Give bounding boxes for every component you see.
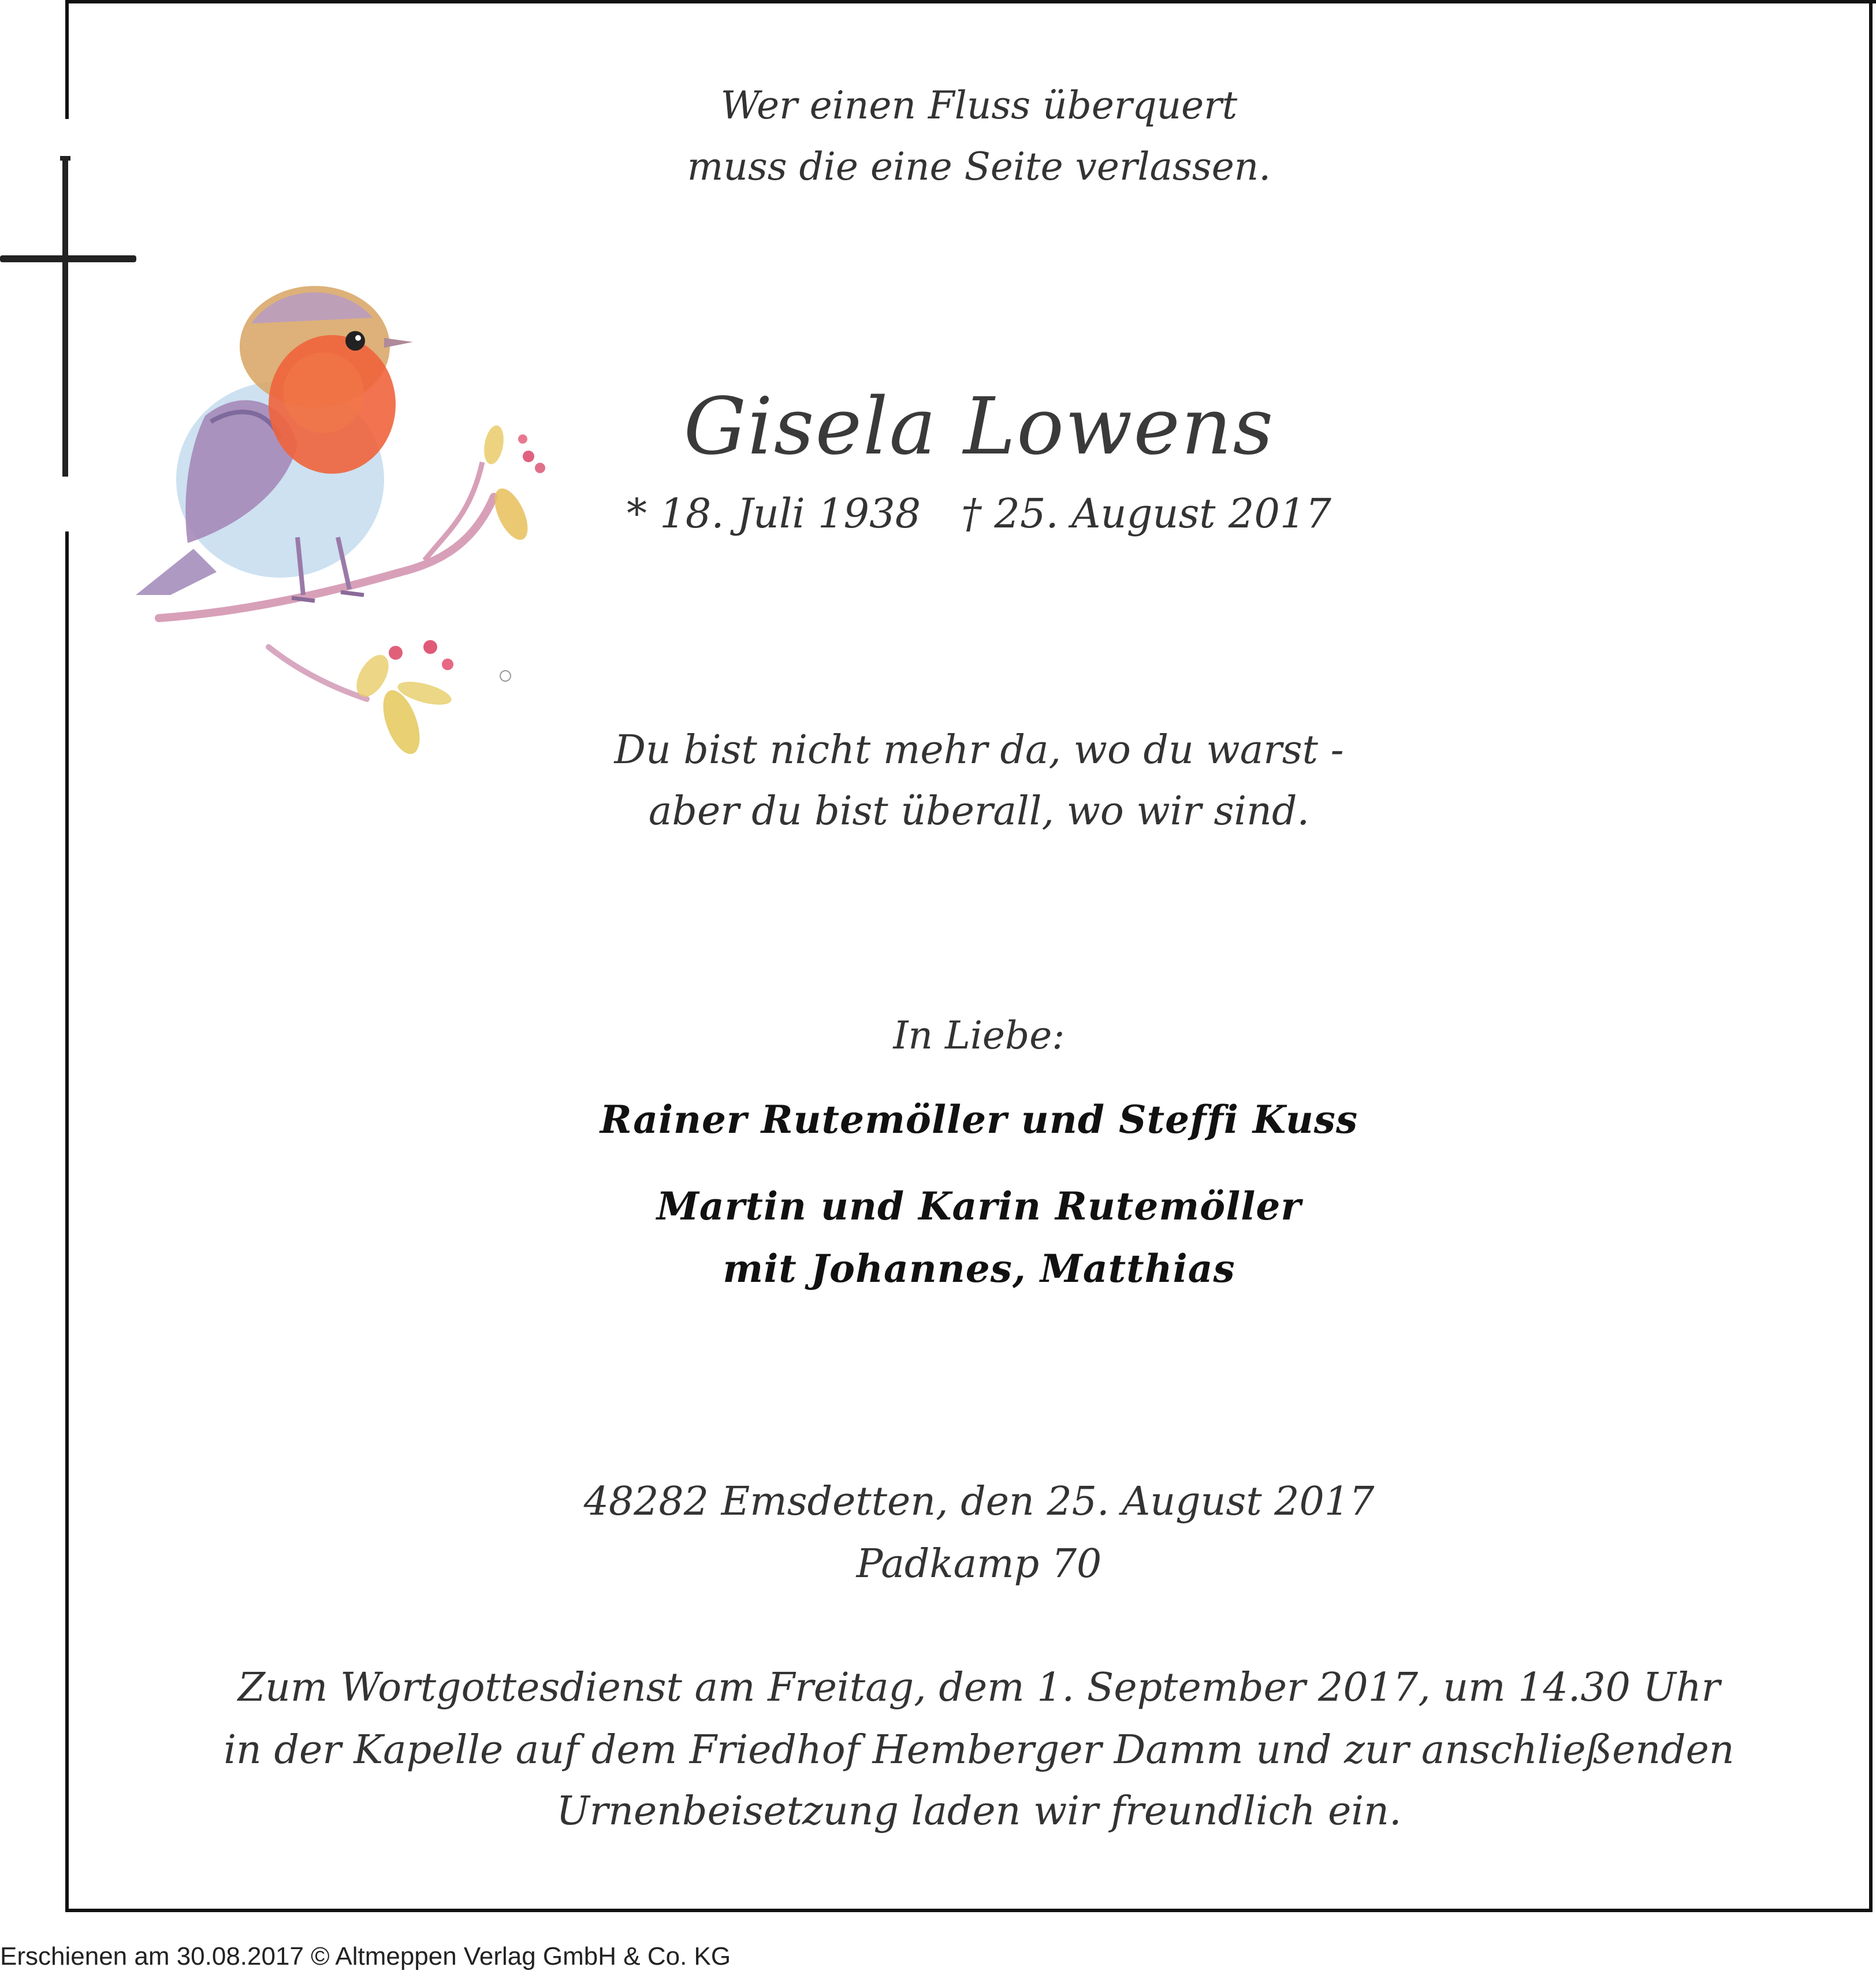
service-line-3: Urnenbeisetzung laden wir freundlich ein. (556, 1789, 1402, 1834)
frame-top (65, 0, 1876, 3)
address-line-1: 48282 Emsdetten, den 25. August 2017 (583, 1479, 1375, 1525)
mourner-group-2-line-2: mit Johannes, Matthias (723, 1246, 1235, 1291)
life-dates (0, 490, 1876, 537)
in-liebe-label: In Liebe: (893, 1013, 1065, 1058)
address-line-2: Padkamp 70 (856, 1541, 1102, 1587)
frame-bottom (65, 1909, 1873, 1912)
deceased-name: Gisela Lowens (683, 381, 1275, 473)
service-line-1: Zum Wortgottesdienst am Freitag, dem 1. September 2017, um 14.30 Uhr (237, 1665, 1721, 1711)
mourner-group-1: Rainer Rutemöller und Steffi Kuss (600, 1097, 1358, 1142)
birth-date: * 18. Juli 1938 (627, 490, 921, 537)
publication-footer: Erschienen am 30.08.2017 © Altmeppen Verlag GmbH & Co. KG (0, 1942, 731, 1970)
motto-line-1: Wer einen Fluss überquert (720, 83, 1238, 128)
death-date: † 25. August 2017 (961, 490, 1331, 537)
quote-line-2: aber du bist überall, wo wir sind. (648, 789, 1310, 834)
motto-line-2: muss die eine Seite verlassen. (687, 144, 1271, 189)
mourner-group-2-line-1: Martin und Karin Rutemöller (656, 1184, 1302, 1229)
frame-right (1869, 0, 1873, 1912)
service-line-2: in der Kapelle auf dem Friedhof Hemberger Damm und zur anschließenden (224, 1727, 1734, 1773)
quote-line-1: Du bist nicht mehr da, wo du warst - (614, 727, 1344, 773)
